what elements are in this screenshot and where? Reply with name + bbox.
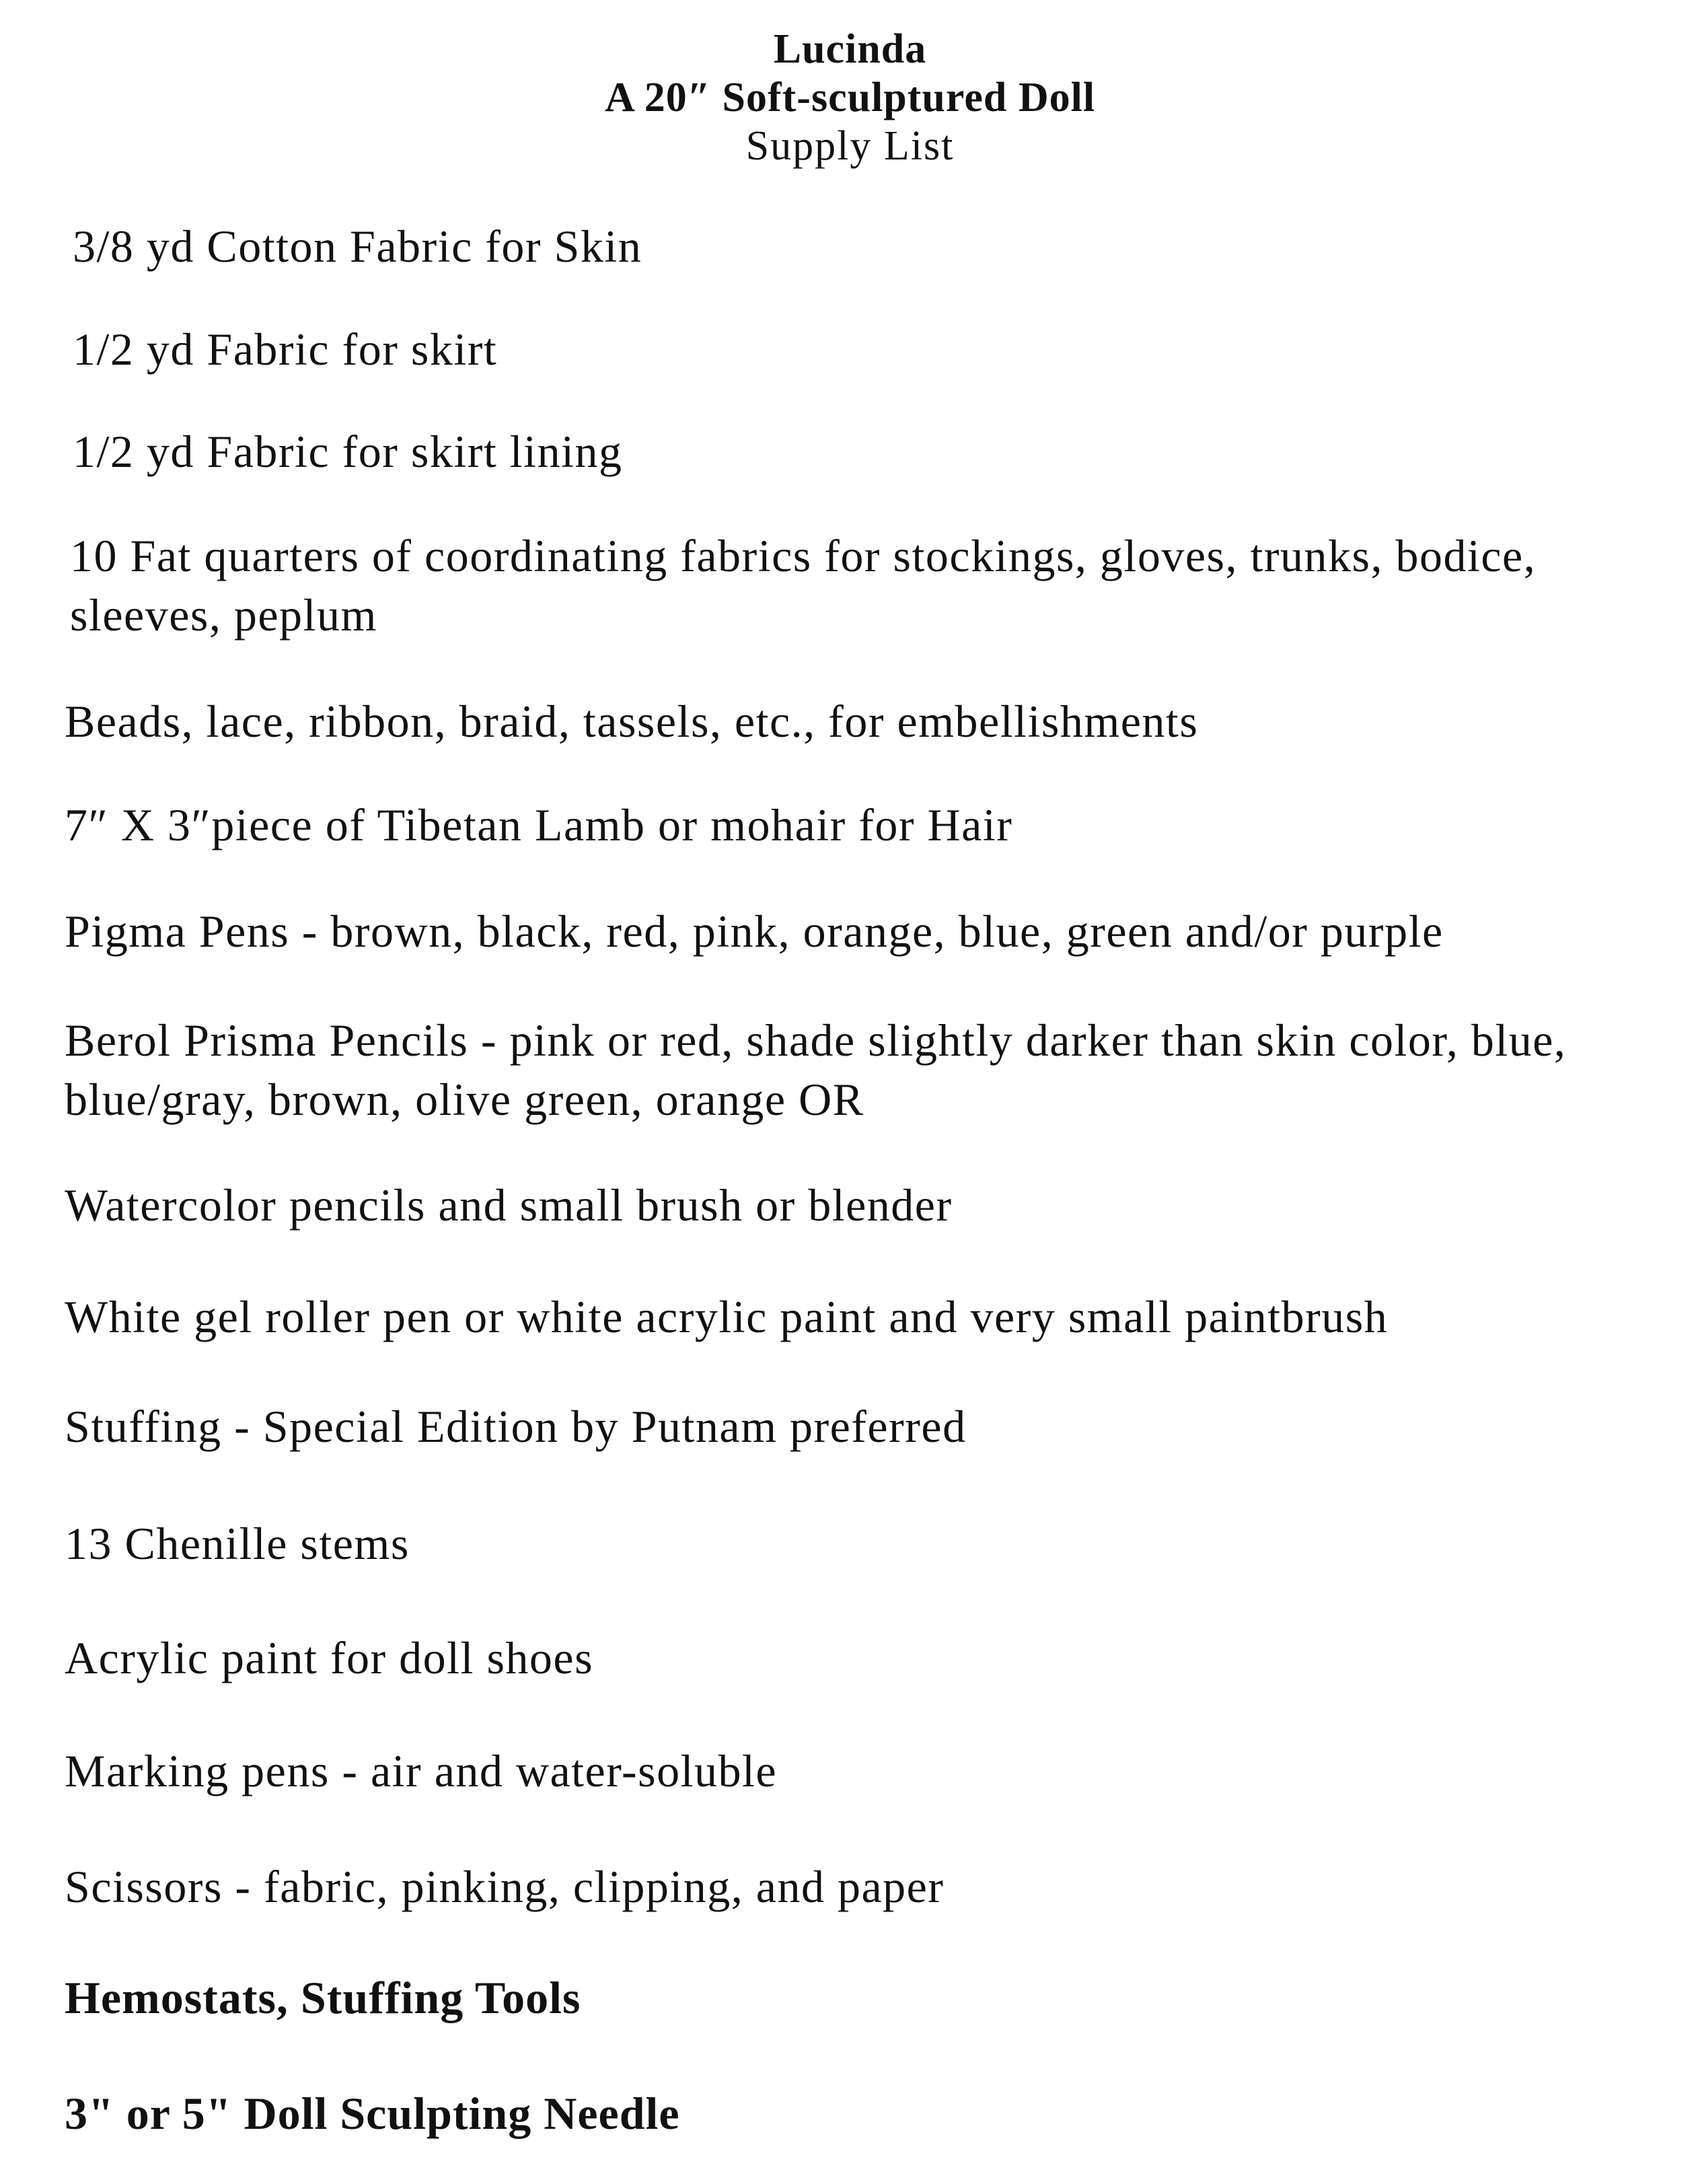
doc-subtitle: A 20″ Soft-sculptured Doll <box>604 75 1096 120</box>
supply-list-heading: Supply List <box>745 123 955 169</box>
list-item-scissors: Scissors - fabric, pinking, clipping, and paper <box>65 1861 945 1912</box>
list-item-acrylic-paint: Acrylic paint for doll shoes <box>65 1632 594 1683</box>
list-item-prisma-pencils: Berol Prisma Pencils - pink or red, shade slightly darker than skin color, blue, blue/gray, brown, olive green, orange OR <box>65 1015 1579 1125</box>
list-item-watercolor-pencils: Watercolor pencils and small brush or blender <box>65 1179 953 1231</box>
list-item-pigma-pens: Pigma Pens - brown, black, red, pink, orange, blue, green and/or purple <box>65 906 1444 957</box>
list-item-marking-pens: Marking pens - air and water-soluble <box>65 1745 778 1796</box>
list-item-white-gel-pen: White gel roller pen or white acrylic paint and very small paintbrush <box>65 1291 1389 1342</box>
list-item-chenille-stems: 13 Chenille stems <box>65 1518 410 1569</box>
list-item-hair: 7″ X 3″piece of Tibetan Lamb or mohair for Hair <box>65 799 1013 850</box>
doc-title: Lucinda <box>773 26 927 72</box>
list-item-embellishments: Beads, lace, ribbon, braid, tassels, etc., for embellishments <box>65 696 1199 747</box>
list-item-skirt-fabric: 1/2 yd Fabric for skirt <box>73 324 498 375</box>
list-item-fat-quarters: 10 Fat quarters of coordinating fabrics for stockings, gloves, trunks, bodice, sleeves, peplum <box>70 530 1549 641</box>
list-item-skin-fabric: 3/8 yd Cotton Fabric for Skin <box>73 221 642 272</box>
list-item-hemostats: Hemostats, Stuffing Tools <box>65 1972 581 2023</box>
list-item-sculpting-needle: 3" or 5" Doll Sculpting Needle <box>65 2088 680 2139</box>
list-item-stuffing: Stuffing - Special Edition by Putnam preferred <box>65 1401 967 1452</box>
list-item-skirt-lining: 1/2 yd Fabric for skirt lining <box>73 426 623 477</box>
